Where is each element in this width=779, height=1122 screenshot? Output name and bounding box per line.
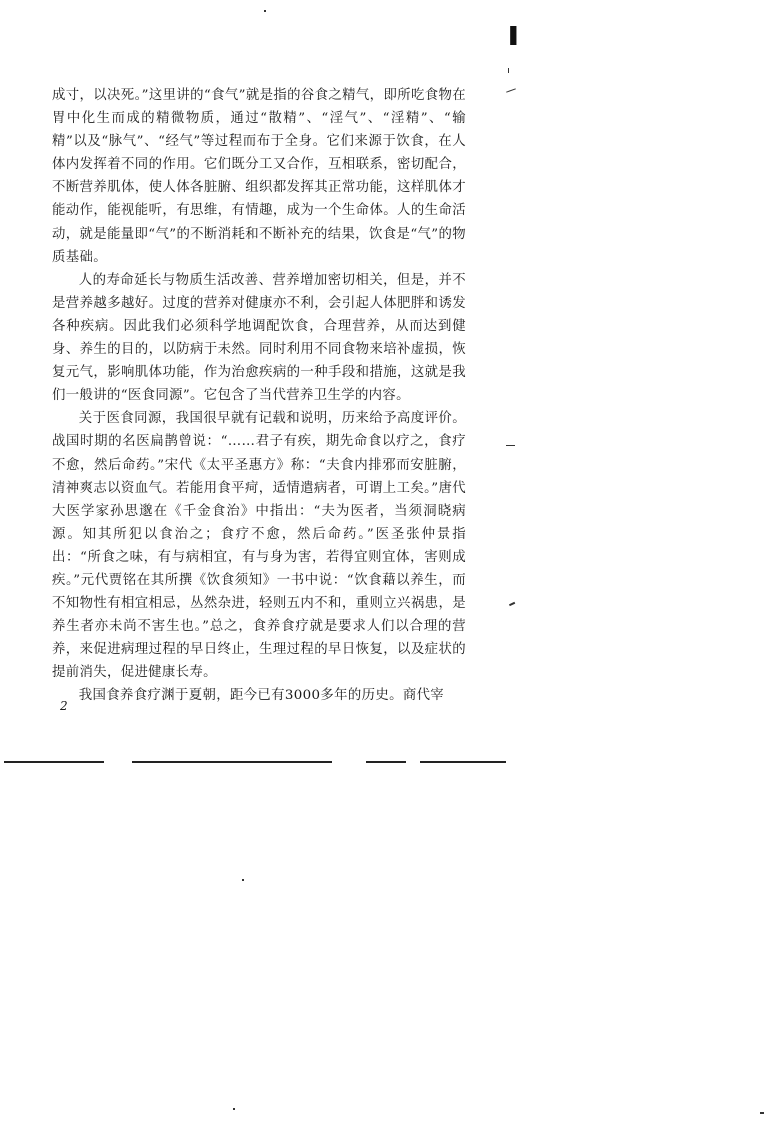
page-number: 2 [60, 699, 68, 713]
scan-speck [506, 88, 516, 92]
scan-rule-1 [4, 761, 104, 763]
scan-speck [233, 1108, 235, 1110]
scan-speck [760, 1112, 764, 1114]
scan-speck [509, 602, 515, 606]
paragraph-3: 关于医食同源，我国很早就有记载和说明，历来给予高度评价。战国时期的名医扁鹊曾说：“……君子有疾，期先命食以疗之，食疗不愈，然后命药。”宋代《太平圣惠方》称：“夫食内排邪而安脏腑，清神爽志以资血气。若能用食平疴，适情遣病者，可谓上工矣。”唐代大医学家孙思邈在《千金食治》中指出：“夫为医者，当须洞晓病源。知其所犯以食治之；食疗不愈，然后命药。”医圣张仲景指出：“所食之味，有与病相宜，有与身为害，若得宜则宜体，害则成疾。”元代贾铭在其所撰《饮食须知》一书中说：“饮食藉以养生，而不知物性有相宜相忌，丛然杂进，轻则五内不和，重则立兴祸患，是养生者亦未尚不害生也。”总之，食养食疗就是要求人们以合理的营养，来促进病理过程的早日终止，生理过程的早日恢复，以及症状的提前消失，促进健康长寿。 [52, 411, 466, 681]
scan-rule-2 [132, 761, 332, 763]
scan-speck [506, 445, 515, 446]
body-text [52, 84, 466, 708]
scan-speck [508, 68, 509, 73]
scan-speck [264, 10, 266, 12]
paragraph-1: 成寸，以决死。”这里讲的“食气”就是指的谷食之精气，即所吃食物在胃中化生而成的精微物质，通过“散精”、“淫气”、“淫精”、“输精”以及“脉气”、“经气”等过程而布于全身。它们来源于饮食，在人体内发挥着不同的作用。它们既分工又合作，互相联系，密切配合，不断营养肌体，使人体各脏腑、组织都发挥其正常功能，这样肌体才能动作，能视能听，有思维，有情趣，成为一个生命体。人的生命活动，就是能量即“气”的不断消耗和不断补充的结果，饮食是“气”的物质基础。 [52, 88, 466, 265]
paragraph-4: 我国食养食疗渊于夏朝，距今已有3000多年的历史。商代宰 [78, 688, 445, 704]
scan-speck [242, 879, 244, 881]
scan-rule-4 [420, 761, 506, 763]
scan-rule-3 [366, 761, 406, 763]
scan-mark-glyph: ▐ [504, 26, 517, 45]
paragraph-2: 人的寿命延长与物质生活改善、营养增加密切相关，但是，并不是营养越多越好。过度的营养对健康亦不利，会引起人体肥胖和诱发各种疾病。因此我们必须科学地调配饮食，合理营养，从而达到健身、养生的目的，以防病于未然。同时利用不同食物来培补虚损，恢复元气，影响肌体功能，作为治愈疾病的一种手段和措施，这就是我们一般讲的“医食同源”。它包含了当代营养卫生学的内容。 [52, 272, 466, 404]
